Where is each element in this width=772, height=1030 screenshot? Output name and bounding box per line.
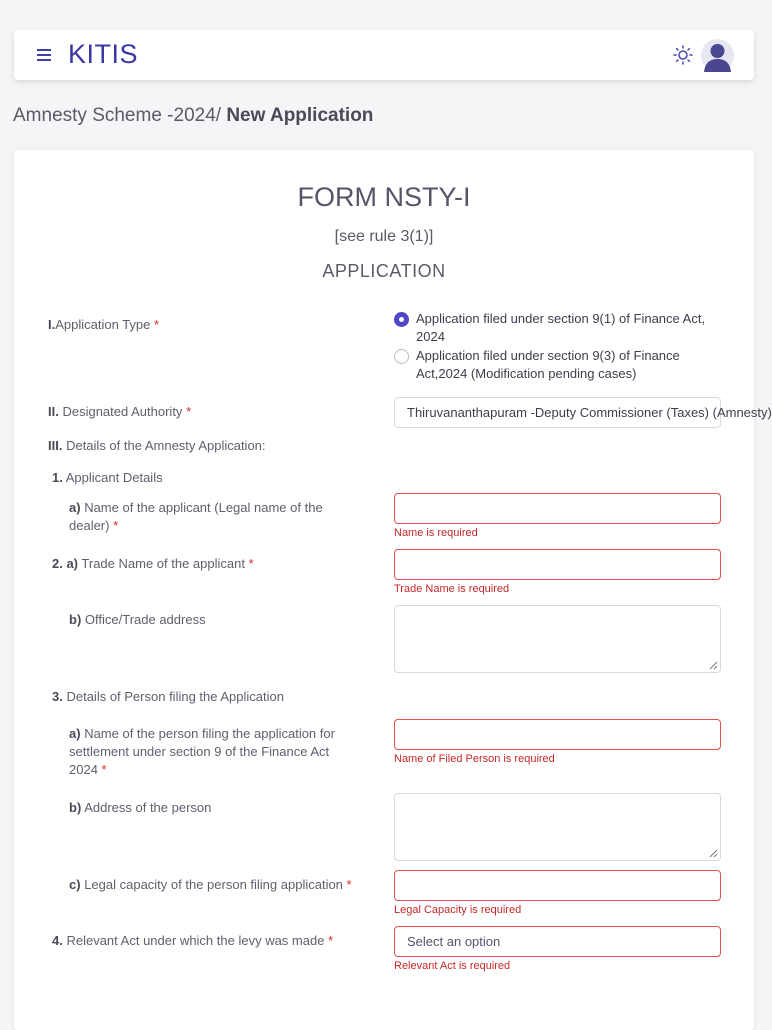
person-address-label: b) Address of the person [69, 800, 212, 815]
person-address-textarea[interactable] [394, 793, 721, 861]
sun-icon[interactable] [672, 44, 694, 66]
app-logo[interactable]: KITIS [68, 39, 139, 69]
breadcrumb-parent[interactable]: Amnesty Scheme -2024/ [13, 105, 222, 126]
trade-name-input[interactable] [394, 549, 721, 580]
radio-unchecked-icon[interactable] [394, 349, 409, 364]
legal-capacity-error: Legal Capacity is required [394, 904, 522, 916]
trade-name-error: Trade Name is required [394, 583, 510, 595]
application-type-option-9-3[interactable]: Application filed under section 9(3) of Finance Act,2024 (Modification pending cases) [394, 347, 724, 383]
office-address-textarea[interactable] [394, 605, 721, 673]
relevant-act-label: 4. Relevant Act under which the levy was made * [52, 933, 334, 948]
applicant-name-error: Name is required [394, 527, 478, 539]
filing-person-name-input[interactable] [394, 719, 721, 750]
filing-person-name-label: a) Name of the person filing the application for settlement under section 9 of the Finance Act 2024 * [69, 726, 335, 777]
legal-capacity-label: c) Legal capacity of the person filing application * [69, 877, 352, 892]
form-rule-reference: [see rule 3(1)] [334, 228, 434, 245]
resize-grip-icon[interactable] [709, 661, 718, 670]
relevant-act-select[interactable]: Select an option [394, 926, 721, 957]
details-section-heading: III. Details of the Amnesty Application: [48, 438, 266, 453]
application-form-card [14, 150, 772, 1030]
relevant-act-error: Relevant Act is required [394, 960, 511, 972]
application-type-label: I.Application Type * [48, 317, 160, 332]
user-avatar[interactable] [701, 39, 734, 72]
menu-icon[interactable] [36, 47, 52, 63]
person-details-heading: 3. Details of Person filing the Application [52, 689, 284, 704]
form-title: FORM NSTY-I [297, 182, 471, 212]
radio-checked-icon[interactable] [394, 312, 409, 327]
designated-authority-select[interactable]: Thiruvananthapuram -Deputy Commissioner (Taxes) (Amnesty) [394, 397, 721, 428]
resize-grip-icon[interactable] [709, 849, 718, 858]
top-bar [14, 30, 754, 80]
office-address-label: b) Office/Trade address [69, 612, 206, 627]
breadcrumb-current: New Application [226, 105, 374, 126]
trade-name-label: 2. a) Trade Name of the applicant * [52, 556, 254, 571]
form-subtitle: APPLICATION [322, 261, 446, 281]
breadcrumb [13, 105, 373, 127]
applicant-name-label: a) Name of the applicant (Legal name of the dealer) * [69, 500, 323, 533]
designated-authority-label: II. Designated Authority * [48, 404, 192, 419]
legal-capacity-input[interactable] [394, 870, 721, 901]
filing-person-name-error: Name of Filed Person is required [394, 753, 555, 765]
application-type-option-9-1[interactable]: Application filed under section 9(1) of Finance Act, 2024 [394, 310, 724, 346]
applicant-name-input[interactable] [394, 493, 721, 524]
applicant-details-heading: 1. Applicant Details [52, 470, 163, 485]
